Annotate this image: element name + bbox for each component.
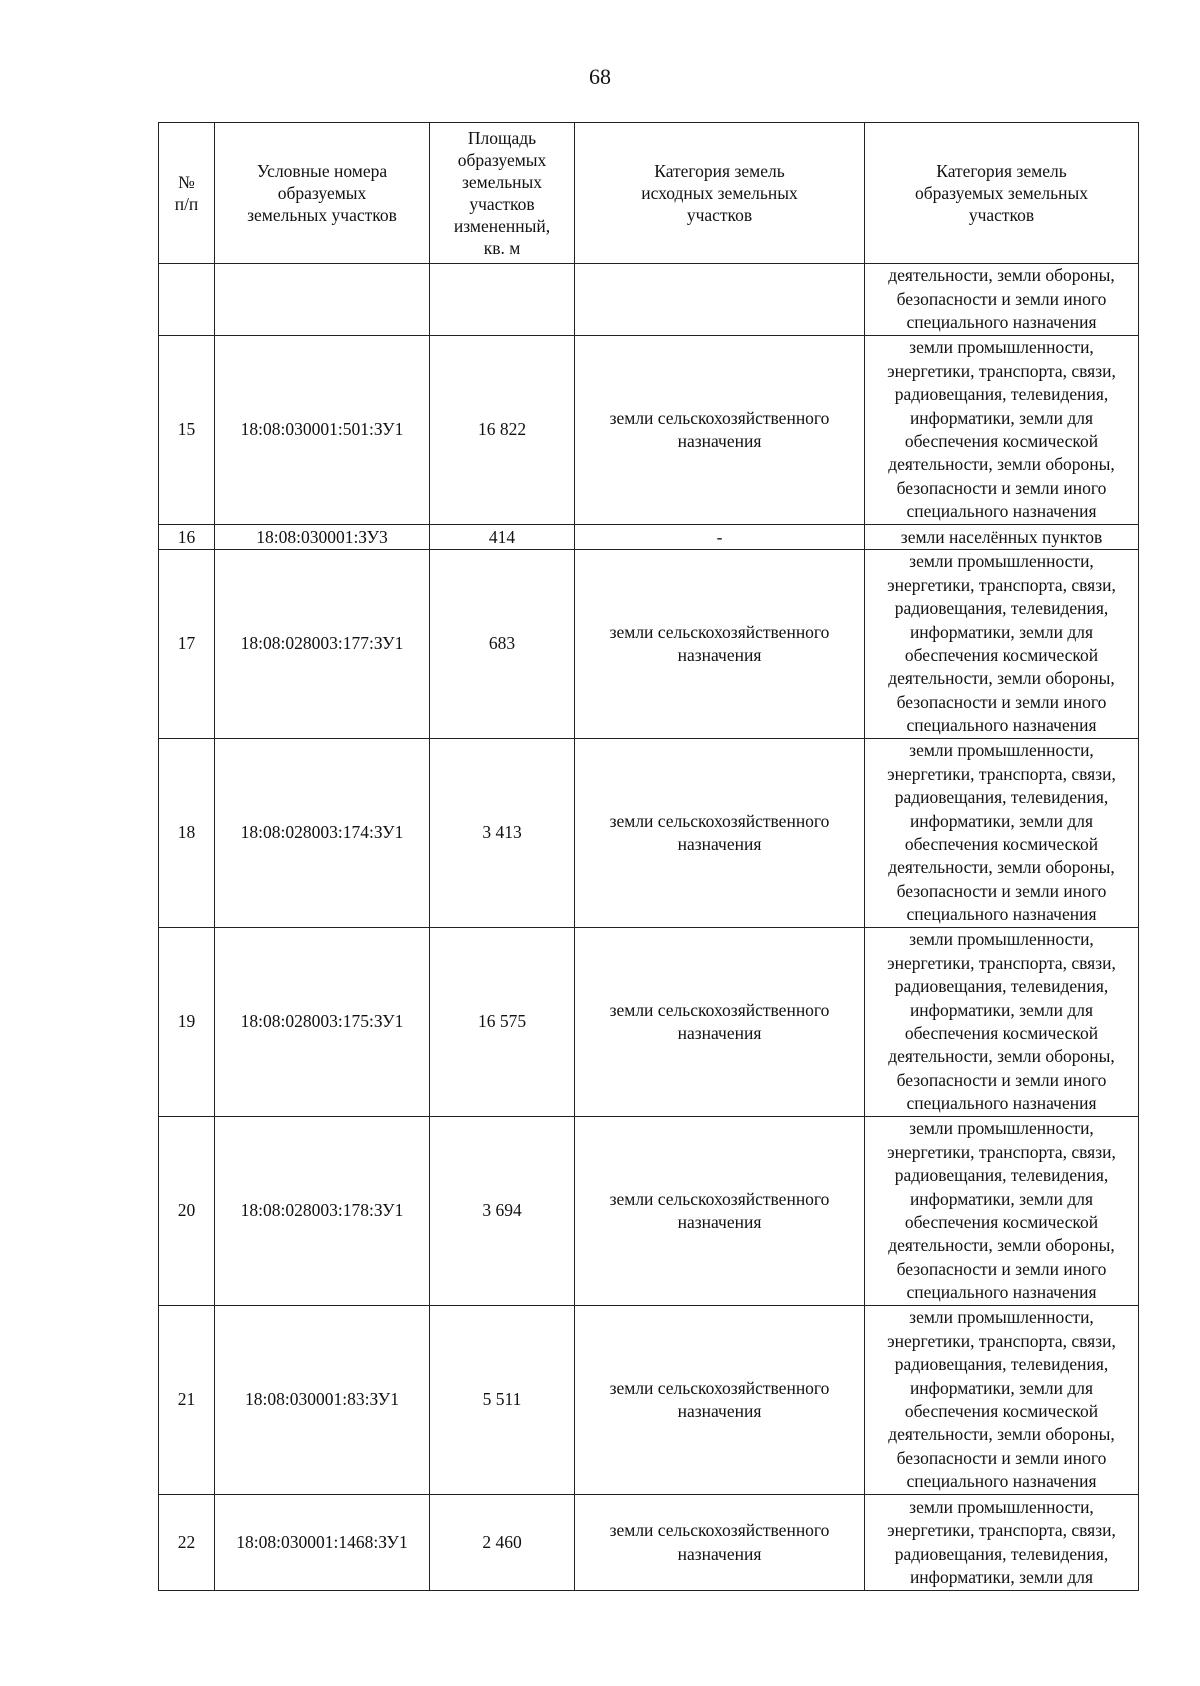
text-line: радиовещания, телевидения, bbox=[894, 598, 1109, 619]
cell-number bbox=[159, 264, 215, 336]
text-line: земли промышленности, bbox=[909, 1118, 1094, 1139]
header-destination-category bbox=[865, 123, 1139, 264]
cell-destination-category bbox=[865, 1306, 1139, 1495]
text-line: энергетики, транспорта, связи, bbox=[887, 1141, 1116, 1162]
cell-number: 18 bbox=[159, 739, 215, 928]
cell-area: 16 822 bbox=[430, 336, 575, 525]
text-line: земли населённых пунктов bbox=[900, 527, 1103, 547]
cell-area: 3 694 bbox=[430, 1117, 575, 1306]
text-line: специального назначения bbox=[906, 501, 1097, 522]
text-line: назначения bbox=[677, 1543, 762, 1564]
cell-plot-id: 18:08:028003:175:ЗУ1 bbox=[215, 928, 430, 1117]
cell-destination-category bbox=[865, 336, 1139, 525]
text-line: безопасности и земли иного bbox=[896, 1069, 1107, 1090]
cell-source-category bbox=[575, 1495, 865, 1591]
text-line: безопасности и земли иного bbox=[896, 691, 1107, 712]
cell-plot-id: 18:08:028003:178:ЗУ1 bbox=[215, 1117, 430, 1306]
text-line: назначения bbox=[677, 645, 762, 665]
header-plot-id bbox=[215, 123, 430, 264]
land-plots-table bbox=[158, 122, 1139, 1591]
text-line: земли сельскохозяйственного bbox=[609, 407, 830, 428]
table-row bbox=[159, 1306, 1139, 1495]
text-line: безопасности и земли иного bbox=[896, 1447, 1107, 1468]
table-body bbox=[159, 264, 1139, 1591]
text-line: информатики, земли для bbox=[909, 621, 1094, 642]
table-row bbox=[159, 550, 1139, 739]
text-line: деятельности, земли обороны, bbox=[888, 1424, 1115, 1445]
text-line: специального назначения bbox=[906, 904, 1097, 925]
cell-plot-id: 18:08:028003:177:ЗУ1 bbox=[215, 550, 430, 739]
cell-number: 20 bbox=[159, 1117, 215, 1306]
cell-source-category bbox=[575, 1306, 865, 1495]
text-line: обеспечения космической bbox=[904, 1212, 1099, 1232]
cell-source-category bbox=[575, 928, 865, 1117]
text-line: безопасности и земли иного bbox=[896, 477, 1107, 498]
text-line: радиовещания, телевидения, bbox=[894, 1354, 1109, 1375]
table-header-row bbox=[159, 123, 1139, 264]
header-source-category bbox=[575, 123, 865, 264]
text-line: радиовещания, телевидения, bbox=[894, 787, 1109, 808]
text-line: кв. м bbox=[483, 238, 521, 258]
table-row bbox=[159, 739, 1139, 928]
table-row bbox=[159, 928, 1139, 1117]
text-line: назначения bbox=[677, 834, 762, 854]
text-line: специального назначения bbox=[906, 1093, 1097, 1114]
text-line: земли сельскохозяйственного bbox=[609, 1377, 830, 1398]
text-line: назначения bbox=[677, 1212, 762, 1232]
text-line: деятельности, земли обороны, bbox=[888, 265, 1115, 286]
cell-source-category bbox=[575, 525, 865, 550]
text-line: деятельности, земли обороны, bbox=[888, 1046, 1115, 1067]
cell-number: 22 bbox=[159, 1495, 215, 1591]
text-line: радиовещания, телевидения, bbox=[894, 1543, 1109, 1564]
text-line: безопасности и земли иного bbox=[896, 288, 1107, 309]
cell-area: 16 575 bbox=[430, 928, 575, 1117]
text-line: обеспечения космической bbox=[904, 1401, 1099, 1421]
cell-area: 3 413 bbox=[430, 739, 575, 928]
table-row bbox=[159, 1117, 1139, 1306]
text-line: энергетики, транспорта, связи, bbox=[887, 763, 1116, 784]
table-row bbox=[159, 1495, 1139, 1591]
text-line: безопасности и земли иного bbox=[896, 1258, 1107, 1279]
text-line: обеспечения космической bbox=[904, 834, 1099, 854]
text-line: образуемых bbox=[277, 183, 367, 203]
cell-area: 2 460 bbox=[430, 1495, 575, 1591]
cell-destination-category bbox=[865, 1495, 1139, 1591]
text-line: земли сельскохозяйственного bbox=[609, 1188, 830, 1209]
text-line: деятельности, земли обороны, bbox=[888, 454, 1115, 475]
cell-area bbox=[430, 264, 575, 336]
text-line: участков bbox=[469, 194, 535, 214]
text-line: п/п bbox=[174, 194, 199, 214]
text-line: земли сельскохозяйственного bbox=[609, 1520, 830, 1541]
cell-destination-category bbox=[865, 739, 1139, 928]
text-line: земли сельскохозяйственного bbox=[609, 621, 830, 642]
text-line: информатики, земли для bbox=[909, 1188, 1094, 1209]
text-line: участков bbox=[968, 205, 1035, 225]
text-line: земли промышленности, bbox=[909, 740, 1094, 761]
cell-source-category bbox=[575, 550, 865, 739]
text-line: земли промышленности, bbox=[909, 929, 1094, 950]
cell-number: 19 bbox=[159, 928, 215, 1117]
text-line: энергетики, транспорта, связи, bbox=[887, 1520, 1116, 1541]
text-line: № bbox=[178, 172, 195, 192]
text-line: энергетики, транспорта, связи, bbox=[887, 952, 1116, 973]
text-line: измененный, bbox=[453, 216, 551, 236]
cell-destination-category bbox=[865, 928, 1139, 1117]
text-line: земли промышленности, bbox=[909, 1496, 1094, 1517]
cell-plot-id: 18:08:028003:174:ЗУ1 bbox=[215, 739, 430, 928]
text-line: Категория земель bbox=[654, 161, 785, 181]
text-line: исходных земельных bbox=[641, 183, 798, 203]
text-line: обеспечения космической bbox=[904, 645, 1099, 665]
text-line: назначения bbox=[677, 1023, 762, 1043]
cell-plot-id: 18:08:030001:ЗУ3 bbox=[215, 525, 430, 550]
text-line: обеспечения космической bbox=[904, 431, 1099, 451]
text-line: земли промышленности, bbox=[909, 551, 1094, 572]
cell-area: 683 bbox=[430, 550, 575, 739]
text-line: информатики, земли для bbox=[909, 999, 1094, 1020]
table-row-continuation bbox=[159, 264, 1139, 336]
cell-source-category bbox=[575, 1117, 865, 1306]
table-row bbox=[159, 525, 1139, 550]
text-line: земли сельскохозяйственного bbox=[609, 999, 830, 1020]
text-line: специального назначения bbox=[906, 312, 1097, 333]
text-line: специального назначения bbox=[906, 1471, 1097, 1492]
text-line: земельных bbox=[461, 172, 543, 192]
text-line: Площадь bbox=[467, 128, 537, 148]
text-line: радиовещания, телевидения, bbox=[894, 384, 1109, 405]
text-line: деятельности, земли обороны, bbox=[888, 857, 1115, 878]
text-line: Условные номера bbox=[256, 161, 388, 181]
text-line: земли промышленности, bbox=[909, 337, 1094, 358]
text-line: информатики, земли для bbox=[909, 810, 1094, 831]
cell-plot-id: 18:08:030001:1468:ЗУ1 bbox=[215, 1495, 430, 1591]
text-line: образуемых земельных bbox=[914, 183, 1089, 203]
text-line: энергетики, транспорта, связи, bbox=[887, 360, 1116, 381]
header-number bbox=[159, 123, 215, 264]
text-line: земельных участков bbox=[247, 205, 397, 225]
text-line: энергетики, транспорта, связи, bbox=[887, 574, 1116, 595]
text-line: - bbox=[716, 527, 723, 547]
text-line: земли промышленности, bbox=[909, 1307, 1094, 1328]
text-line: деятельности, земли обороны, bbox=[888, 668, 1115, 689]
cell-plot-id: 18:08:030001:83:ЗУ1 bbox=[215, 1306, 430, 1495]
text-line: специального назначения bbox=[906, 715, 1097, 736]
text-line: Категория земель bbox=[936, 161, 1067, 181]
page-number: 68 bbox=[589, 64, 611, 89]
cell-destination-category bbox=[865, 525, 1139, 550]
cell-area: 5 511 bbox=[430, 1306, 575, 1495]
cell-plot-id bbox=[215, 264, 430, 336]
cell-source-category bbox=[575, 264, 865, 336]
text-line: радиовещания, телевидения, bbox=[894, 976, 1109, 997]
cell-source-category bbox=[575, 739, 865, 928]
text-line: деятельности, земли обороны, bbox=[888, 1235, 1115, 1256]
cell-destination-category bbox=[865, 264, 1139, 336]
cell-number: 21 bbox=[159, 1306, 215, 1495]
text-line: энергетики, транспорта, связи, bbox=[887, 1330, 1116, 1351]
cell-area: 414 bbox=[430, 525, 575, 550]
cell-plot-id: 18:08:030001:501:ЗУ1 bbox=[215, 336, 430, 525]
text-line: информатики, земли для bbox=[909, 1377, 1094, 1398]
text-line: назначения bbox=[677, 1401, 762, 1421]
text-line: участков bbox=[686, 205, 753, 225]
text-line: безопасности и земли иного bbox=[896, 880, 1107, 901]
cell-number: 15 bbox=[159, 336, 215, 525]
text-line: назначения bbox=[677, 431, 762, 451]
text-line: земли сельскохозяйственного bbox=[609, 810, 830, 831]
cell-destination-category bbox=[865, 550, 1139, 739]
header-area bbox=[430, 123, 575, 264]
text-line: обеспечения космической bbox=[904, 1023, 1099, 1043]
text-line: информатики, земли для bbox=[909, 407, 1094, 428]
text-line: образуемых bbox=[457, 150, 547, 170]
text-line: радиовещания, телевидения, bbox=[894, 1165, 1109, 1186]
cell-destination-category bbox=[865, 1117, 1139, 1306]
cell-number: 17 bbox=[159, 550, 215, 739]
cell-number: 16 bbox=[159, 525, 215, 550]
cell-source-category bbox=[575, 336, 865, 525]
table-row bbox=[159, 336, 1139, 525]
text-line: информатики, земли для bbox=[909, 1566, 1094, 1587]
text-line: специального назначения bbox=[906, 1282, 1097, 1303]
